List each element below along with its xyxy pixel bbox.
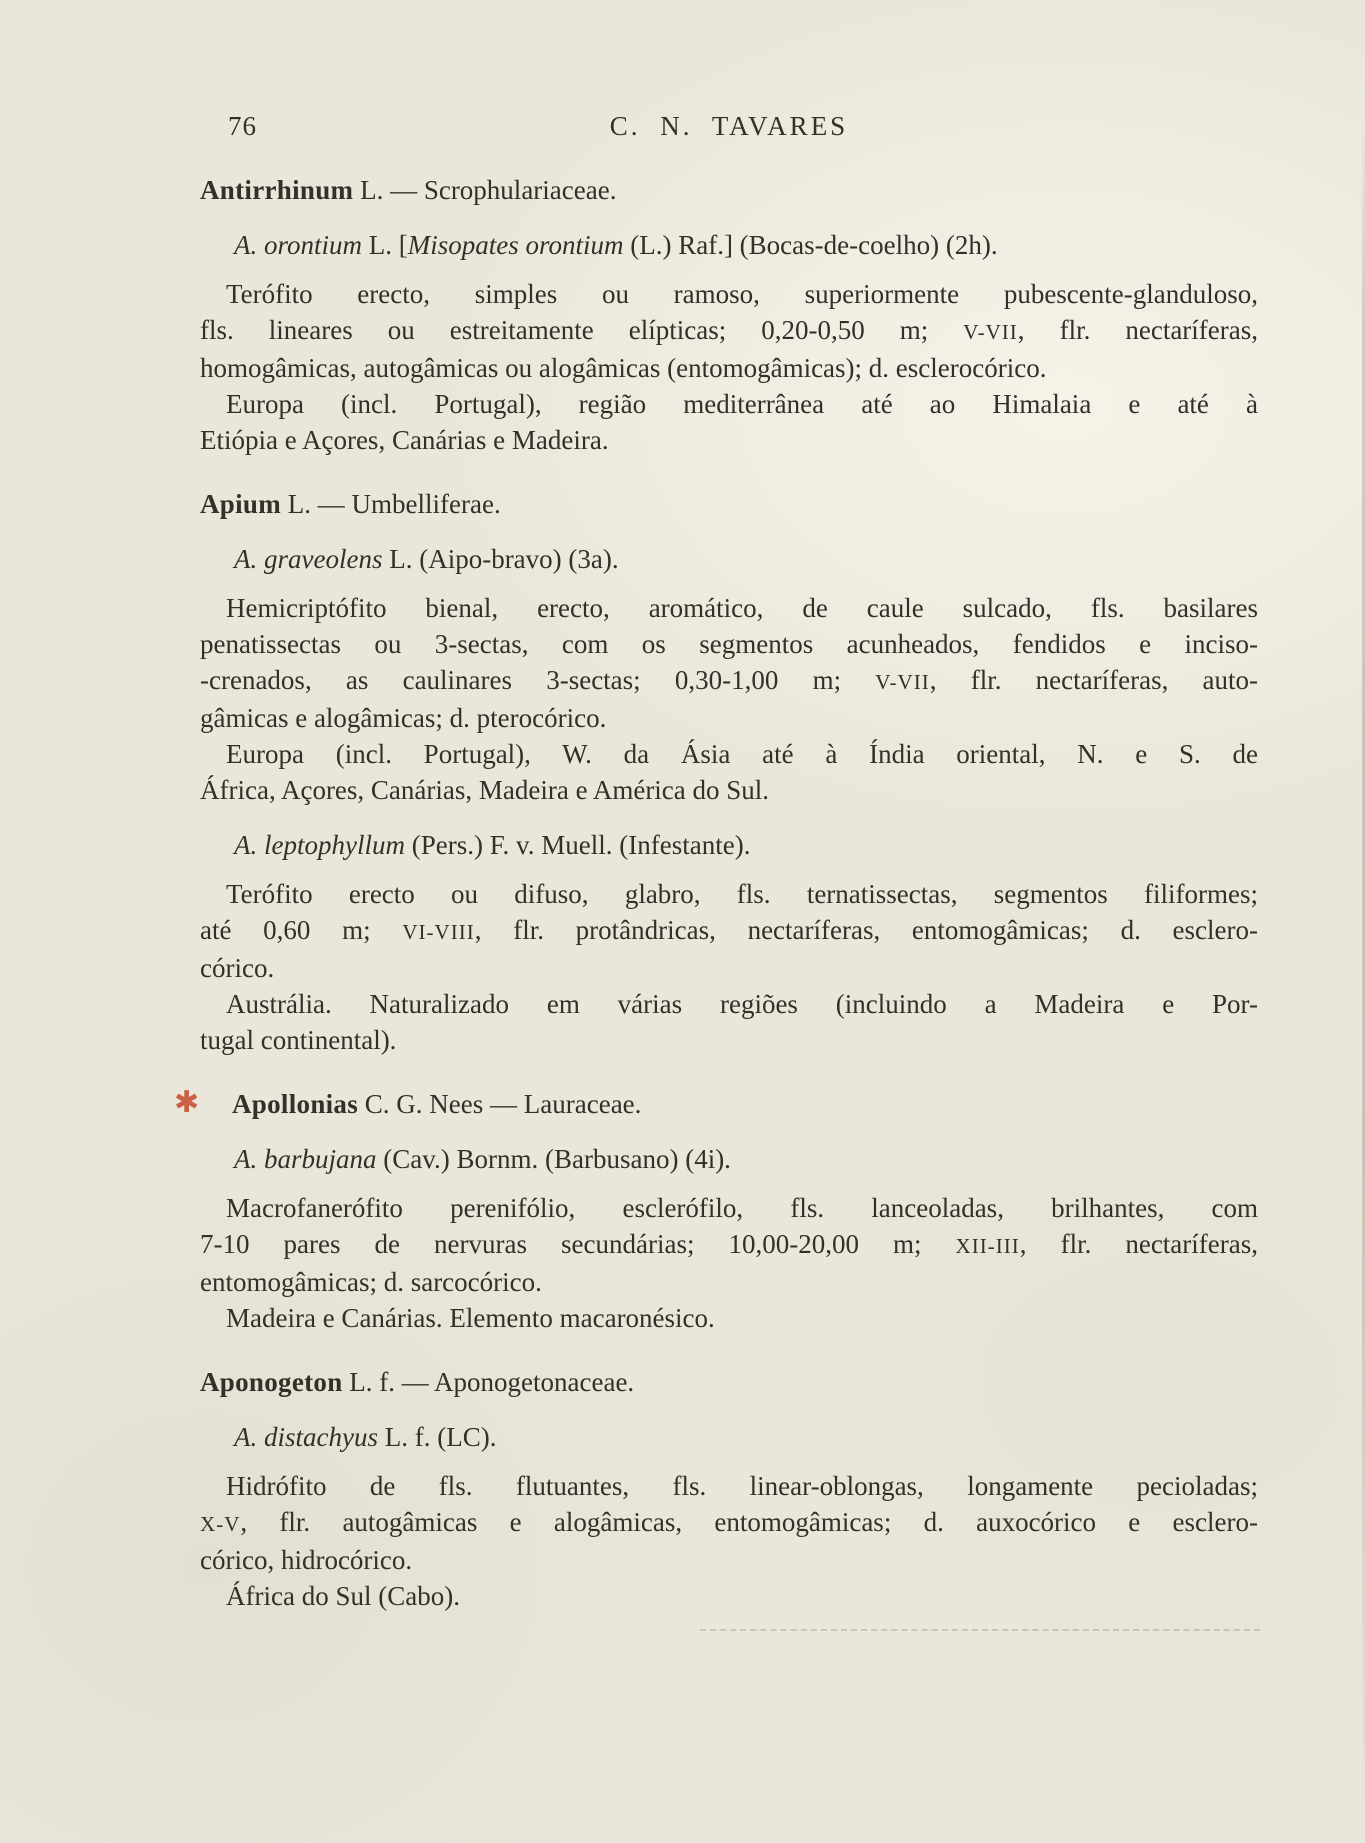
description-text: até 0,60 m; xyxy=(200,915,403,945)
distribution-line xyxy=(200,772,1258,808)
description-text: Macrofanerófito perenifólio, esclerófilo, fls. lanceoladas, brilhantes, com xyxy=(226,1193,1258,1223)
description-text: , flr. nectaríferas, auto- xyxy=(929,665,1259,695)
species-authority: L. [ xyxy=(362,230,408,260)
description-text: penatissectas ou 3-sectas, com os segmentos acunheados, fendidos e inciso- xyxy=(200,629,1258,659)
description-text: gâmicas e alogâmicas; d. pterocórico. xyxy=(200,703,607,733)
description-text: , flr. autogâmicas e alogâmicas, entomogâmicas; d. auxocórico e esclero- xyxy=(240,1507,1258,1537)
distribution-text: Europa (incl. Portugal), região mediterrânea até ao Himalaia e até à xyxy=(226,389,1258,419)
distribution-line xyxy=(200,1578,1258,1614)
description-line xyxy=(200,1226,1258,1264)
species-authority-tail: (L.) Raf.] (Bocas-de-coelho) (2h). xyxy=(623,230,998,260)
asterisk-icon: ✱ xyxy=(174,1085,200,1120)
genus-heading-apium xyxy=(200,486,1258,522)
description-line xyxy=(200,312,1258,350)
flowering-months: VI-VIII xyxy=(402,920,475,944)
genus-name: Apollonias xyxy=(232,1089,359,1119)
genus-authority: L. — Umbelliferae. xyxy=(281,489,501,519)
description-text: Hidrófito de fls. flutuantes, fls. linear-oblongas, longamente pecioladas; xyxy=(226,1471,1258,1501)
genus-authority: C. G. Nees — Lauraceae. xyxy=(358,1089,642,1119)
species-heading-graveolens xyxy=(200,541,1258,577)
distribution-text: Austrália. Naturalizado em várias regiões (incluindo a Madeira e Por- xyxy=(226,989,1258,1019)
description-text: , flr. nectaríferas, xyxy=(1019,1229,1258,1259)
description-text: entomogâmicas; d. sarcocórico. xyxy=(200,1267,542,1297)
description-line xyxy=(200,950,1258,986)
species-name: A. orontium xyxy=(234,230,362,260)
distribution-text: Etiópia e Açores, Canárias e Madeira. xyxy=(200,425,609,455)
description-text: fls. lineares ou estreitamente elípticas; 0,20-0,50 m; xyxy=(200,315,964,345)
description-line xyxy=(200,350,1258,386)
genus-name: Aponogeton xyxy=(200,1367,343,1397)
description-line xyxy=(200,590,1258,626)
species-synonym: Misopates orontium xyxy=(407,230,624,260)
bleed-through-dashes xyxy=(700,1629,1260,1631)
species-heading-orontium xyxy=(200,227,1258,263)
genus-heading-aponogeton xyxy=(200,1364,1258,1400)
distribution-text: Europa (incl. Portugal), W. da Ásia até à Índia oriental, N. e S. de xyxy=(226,739,1258,769)
distribution-line xyxy=(200,986,1258,1022)
species-authority: L. f. (LC). xyxy=(377,1422,497,1452)
genus-authority: L. — Scrophulariaceae. xyxy=(353,175,617,205)
description-line xyxy=(200,1468,1258,1504)
description-text: 7-10 pares de nervuras secundárias; 10,00-20,00 m; xyxy=(200,1229,956,1259)
page-content xyxy=(174,108,1259,1614)
species-name: A. leptophyllum xyxy=(234,830,405,860)
flowering-months: X-V xyxy=(200,1512,241,1536)
description-line xyxy=(200,700,1258,736)
species-heading-leptophyllum xyxy=(200,827,1258,863)
description-line xyxy=(200,1504,1258,1542)
genus-heading-antirrhinum xyxy=(200,172,1258,208)
description-text: Terófito erecto, simples ou ramoso, superiormente pubescente-glanduloso, xyxy=(226,279,1258,309)
genus-heading-apollonias xyxy=(174,1085,1258,1122)
flowering-months: V-VII xyxy=(875,670,930,694)
species-name: A. barbujana xyxy=(234,1144,377,1174)
distribution-text: África do Sul (Cabo). xyxy=(226,1581,460,1611)
description-line xyxy=(200,1190,1258,1226)
page-header xyxy=(200,108,1258,144)
genus-name: Antirrhinum xyxy=(200,175,354,205)
distribution-line xyxy=(200,736,1258,772)
description-text: homogâmicas, autogâmicas ou alogâmicas (entomogâmicas); d. esclerocórico. xyxy=(200,353,1047,383)
description-line xyxy=(200,1542,1258,1578)
description-line xyxy=(200,276,1258,312)
species-authority: L. (Aipo-bravo) (3a). xyxy=(382,544,619,574)
species-name: A. distachyus xyxy=(234,1422,378,1452)
description-line xyxy=(200,1264,1258,1300)
description-text: córico. xyxy=(200,953,275,983)
description-text: Hemicriptófito bienal, erecto, aromático, de caule sulcado, fls. basilares xyxy=(226,593,1258,623)
flowering-months: XII-III xyxy=(955,1234,1020,1258)
description-line xyxy=(200,876,1258,912)
species-heading-distachyus xyxy=(200,1419,1258,1455)
distribution-line xyxy=(200,386,1258,422)
distribution-text: tugal continental). xyxy=(200,1025,397,1055)
running-head: C. N. TAVARES xyxy=(609,111,849,141)
genus-authority: L. f. — Aponogetonaceae. xyxy=(342,1367,635,1397)
species-authority: (Cav.) Bornm. (Barbusano) (4i). xyxy=(376,1144,731,1174)
distribution-text: África, Açores, Canárias, Madeira e América do Sul. xyxy=(200,775,770,805)
description-text: , flr. nectaríferas, xyxy=(1017,315,1258,345)
genus-name: Apium xyxy=(200,489,282,519)
distribution-text: Madeira e Canárias. Elemento macaronésico. xyxy=(226,1303,715,1333)
distribution-line xyxy=(200,422,1258,458)
description-text: -crenados, as caulinares 3-sectas; 0,30-1,00 m; xyxy=(200,665,876,695)
description-text: , flr. protândricas, nectaríferas, entomogâmicas; d. esclero- xyxy=(474,915,1258,945)
species-authority: (Pers.) F. v. Muell. (Infestante). xyxy=(404,830,751,860)
description-line xyxy=(200,626,1258,662)
distribution-line xyxy=(200,1300,1258,1336)
description-text: Terófito erecto ou difuso, glabro, fls. ternatissectas, segmentos filiformes; xyxy=(226,879,1258,909)
description-text: córico, hidrocórico. xyxy=(200,1545,413,1575)
flowering-months: V-VII xyxy=(963,320,1018,344)
description-line xyxy=(200,662,1258,700)
description-line xyxy=(200,912,1258,950)
page-number: 76 xyxy=(228,111,257,141)
species-name: A. graveolens xyxy=(234,544,383,574)
distribution-line xyxy=(200,1022,1258,1058)
species-heading-barbujana xyxy=(200,1141,1258,1177)
